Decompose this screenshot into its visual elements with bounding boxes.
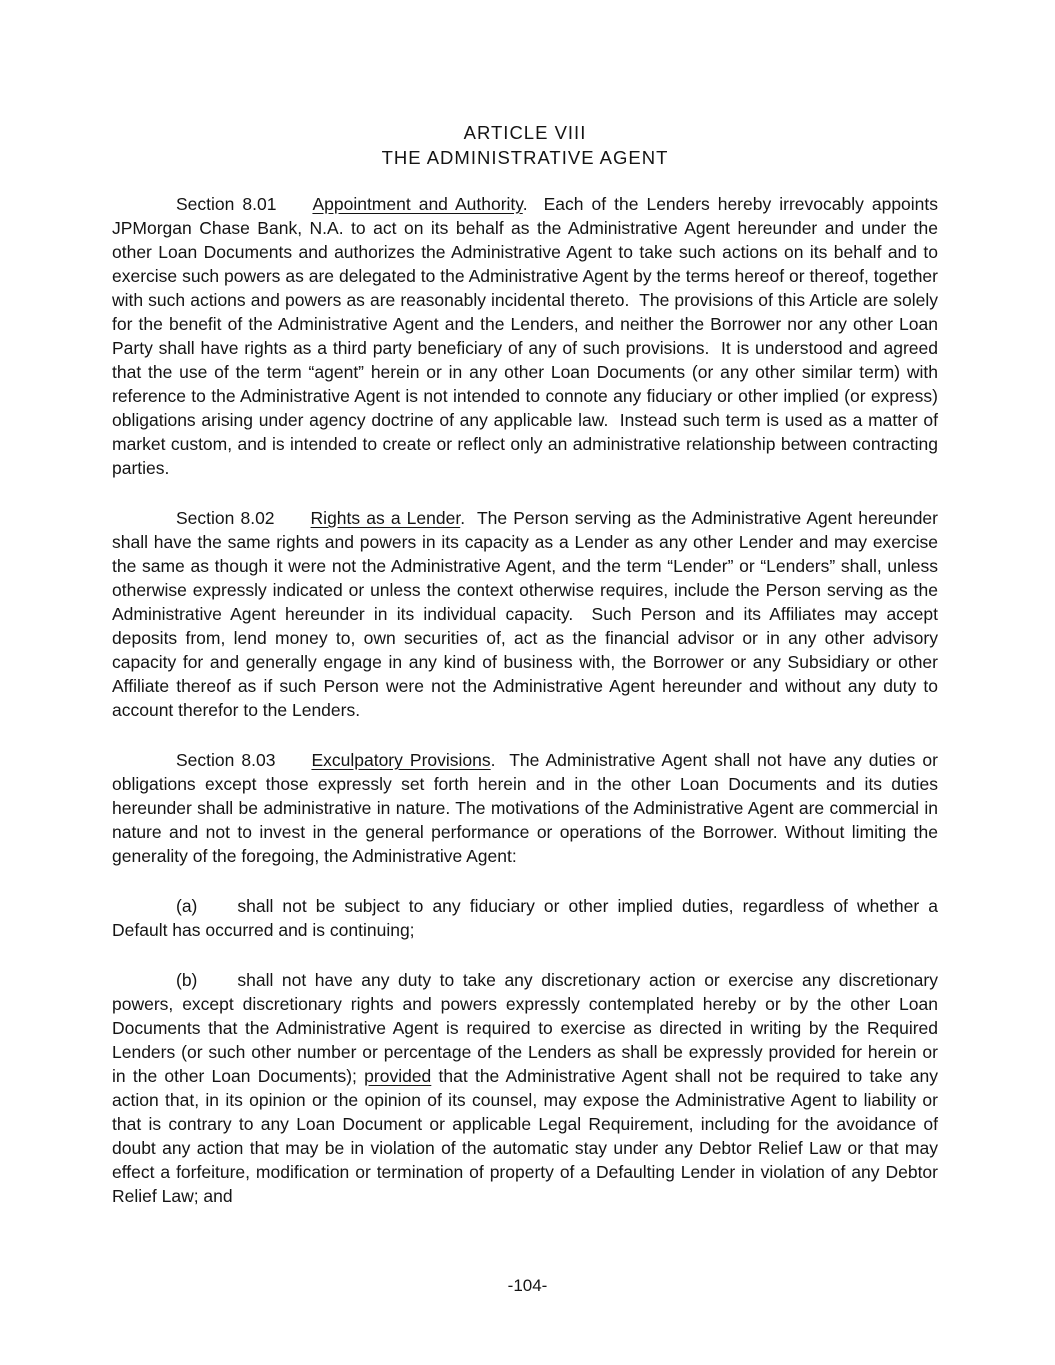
article-number: ARTICLE VIII (463, 122, 587, 143)
clause-b-body (112, 970, 938, 1206)
article-heading (112, 120, 938, 170)
section-8-03-label: Section 8.03 (176, 750, 276, 770)
clause-b-paragraph (112, 968, 938, 1208)
section-8-01-title: Appointment and Authority (312, 194, 523, 214)
text-segment: that the Administrative Agent shall not be required to take any action that, in its opinion or the opinion of its counsel, may expose the Administrative Agent to liability or that is contrary to any Loan Document or applicable Legal Requirement, including for the avoidance of doubt any action that may be in violation of the automatic stay under any Debtor Relief Law or that may effect a forfeiture, modification or termination of property of a Defaulting Lender in violation of any Debtor Relief Law; and (112, 1066, 938, 1206)
article-title: THE ADMINISTRATIVE AGENT (381, 147, 669, 168)
clause-a-body (112, 896, 938, 940)
clause-a-marker: (a) (176, 896, 198, 916)
document-text-block (112, 120, 938, 1234)
text-segment: The Administrative Agent shall not have any duties or obligations except those expressly set forth herein and in the other Loan Documents and its duties hereunder shall be administrative in nature. The motivations of the Administrative Agent are commercial in nature and not to invest in the general performance or operations of the Borrower. Without limiting the generality of the foregoing, the Administrative Agent: (112, 750, 938, 866)
clause-a-paragraph (112, 894, 938, 942)
section-8-01-paragraph (112, 192, 938, 480)
page-number: -104- (507, 1276, 548, 1295)
text-segment: The Person serving as the Administrative Agent hereunder shall have the same rights and powers in its capacity as a Lender as any other Lender and may exercise the same as though it were not the Administrative Agent, and the term “Lender” or “Lenders” shall, unless otherwise expressly indicated or unless the context otherwise requires, include the Person serving as the Administrative Agent hereunder in its individual capacity. Such Person and its Affiliates may accept deposits from, lend money to, own securities of, act as the financial advisor or in any other advisory capacity for and generally engage in any kind of business with, the Borrower or any Subsidiary or other Affiliate thereof as if such Person were not the Administrative Agent hereunder and without any duty to account therefor to the Lenders. (112, 508, 938, 720)
section-8-02-paragraph (112, 506, 938, 722)
section-8-03-paragraph (112, 748, 938, 868)
text-segment: Each of the Lenders hereby irrevocably appoints JPMorgan Chase Bank, N.A. to act on its behalf as the Administrative Agent hereunder and under the other Loan Documents and authorizes the Administrative Agent to take such actions on its behalf and to exercise such powers as are delegated to the Administrative Agent by the terms hereof or thereof, together with such actions and powers as are reasonably incidental thereto. The provisions of this Article are solely for the benefit of the Administrative Agent and the Lenders, and neither the Borrower nor any other Loan Party shall have rights as a third party beneficiary of any of such provisions. It is understood and agreed that the use of the term “agent” herein or in any other Loan Documents (or any other similar term) with reference to the Administrative Agent is not intended to connote any fiduciary or other implied (or express) obligations arising under agency doctrine of any applicable law. Instead such term is used as a matter of market custom, and is intended to create or reflect only an administrative relationship between contracting parties. (112, 194, 939, 478)
section-8-02-title: Rights as a Lender (310, 508, 461, 528)
section-8-01-label: Section 8.01 (176, 194, 277, 214)
section-8-03-title: Exculpatory Provisions (311, 750, 491, 770)
clause-b-marker: (b) (176, 970, 198, 990)
section-8-01-body (112, 194, 938, 478)
section-8-01-title-period: . (522, 194, 528, 214)
underlined-term: provided (364, 1066, 432, 1086)
section-8-03-title-period: . (490, 750, 496, 770)
section-8-02-body (112, 508, 938, 720)
section-8-02-title-period: . (460, 508, 466, 528)
section-8-02-label: Section 8.02 (176, 508, 275, 528)
text-segment: shall not have any duty to take any discretionary action or exercise any discretionary powers, except discretionary rights and powers expressly contemplated hereby or by the other Loan Documents that the Administrative Agent is required to exercise as directed in writing by the Required Lenders (or such other number or percentage of the Lenders as shall be expressly provided for herein or in the other Loan Documents); (112, 970, 938, 1086)
text-segment: shall not be subject to any fiduciary or other implied duties, regardless of whether a Default has occurred and is continuing; (112, 896, 938, 940)
